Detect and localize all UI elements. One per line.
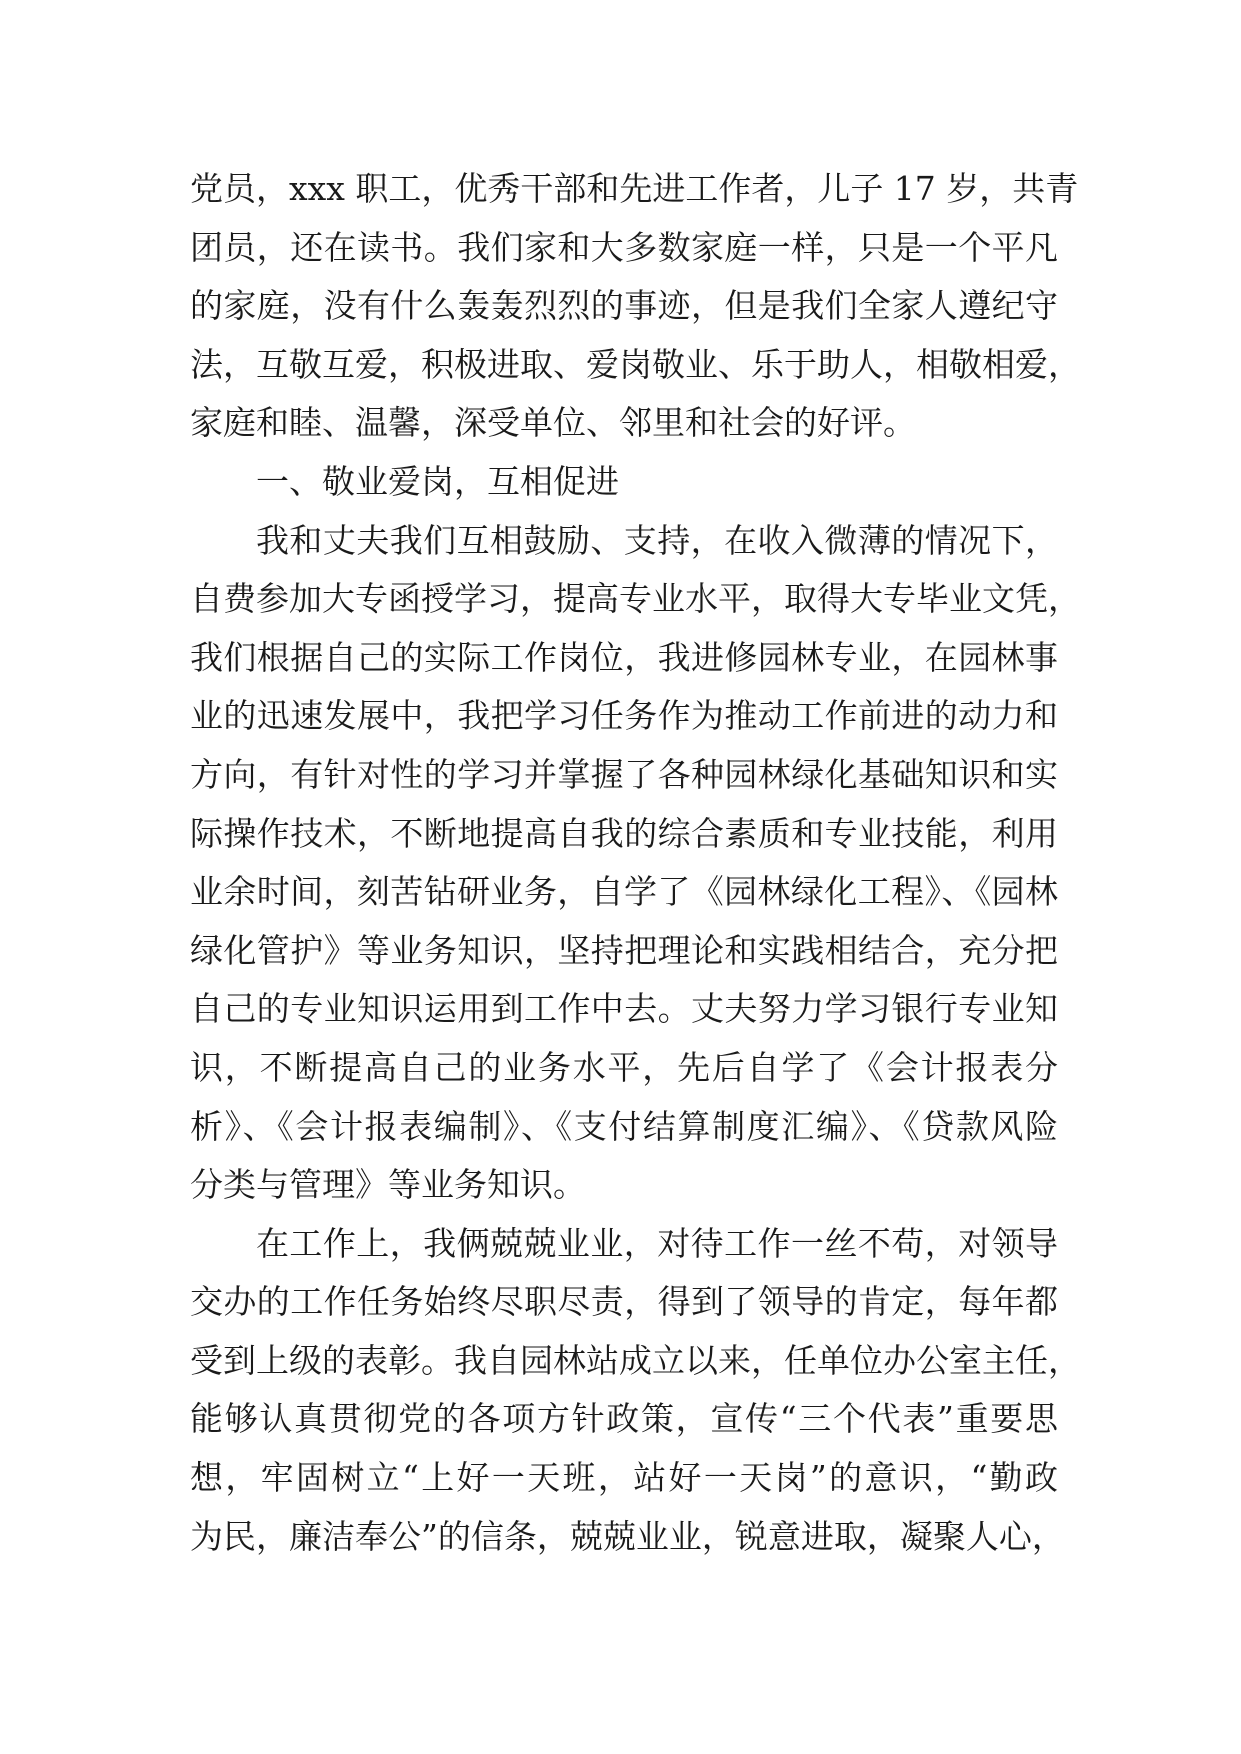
text-line: 的家庭，没有什么轰轰烈烈的事迹，但是我们全家人遵纪守 (190, 286, 1058, 326)
text-line: 受到上级的表彰。我自园林站成立以来，任单位办公室主任， (190, 1340, 1081, 1380)
text-line: 方向，有针对性的学习并掌握了各种园林绿化基础知识和实 (190, 754, 1058, 794)
paragraph-work (190, 1215, 1081, 1567)
text-line: 法，互敬互爱，积极进取、爱岗敬业、乐于助人，相敬相爱， (190, 344, 1081, 384)
text-line: 团员，还在读书。我们家和大多数家庭一样，只是一个平凡 (190, 227, 1058, 267)
text-line: 在工作上，我俩兢兢业业，对待工作一丝不苟，对领导 (256, 1223, 1058, 1263)
document-body (190, 160, 1081, 1566)
paragraph-study (190, 512, 1081, 1215)
paragraph-family-intro (190, 160, 1081, 453)
text-line: 能够认真贯彻党的各项方针政策，宣传“三个代表”重要思 (190, 1399, 1058, 1439)
text-line: 业余时间，刻苦钻研业务，自学了《园林绿化工程》、《园林 (190, 872, 1058, 912)
section-heading: 一、敬业爱岗，互相促进 (256, 461, 619, 501)
text-line: 自费参加大专函授学习，提高专业水平，取得大专毕业文凭， (190, 579, 1081, 619)
text-line: 际操作技术，不断地提高自我的综合素质和专业技能，利用 (190, 813, 1058, 853)
text-line: 为民，廉洁奉公”的信条，兢兢业业，锐意进取，凝聚人心， (190, 1516, 1065, 1556)
text-line: 交办的工作任务始终尽职尽责，得到了领导的肯定，每年都 (190, 1282, 1058, 1322)
text-line: 想，牢固树立“上好一天班，站好一天岗”的意识，“勤政 (190, 1458, 1058, 1498)
text-line: 我们根据自己的实际工作岗位，我进修园林专业，在园林事 (190, 637, 1058, 677)
text-line: 分类与管理》等业务知识。 (190, 1165, 586, 1205)
text-line: 析》、《会计报表编制》、《支付结算制度汇编》、《贷款风险 (190, 1106, 1058, 1146)
text-line: 绿化管护》等业务知识，坚持把理论和实践相结合，充分把 (190, 930, 1058, 970)
text-line: 党员，xxx 职工，优秀干部和先进工作者，儿子 17 岁，共青 (190, 169, 1079, 208)
text-line: 业的迅速发展中，我把学习任务作为推动工作前进的动力和 (190, 696, 1058, 736)
text-line: 自己的专业知识运用到工作中去。丈夫努力学习银行专业知 (190, 989, 1058, 1029)
text-line: 我和丈夫我们互相鼓励、支持，在收入微薄的情况下， (256, 520, 1058, 560)
text-line: 识，不断提高自己的业务水平，先后自学了《会计报表分 (190, 1047, 1058, 1087)
text-line: 家庭和睦、温馨，深受单位、邻里和社会的好评。 (190, 403, 916, 443)
